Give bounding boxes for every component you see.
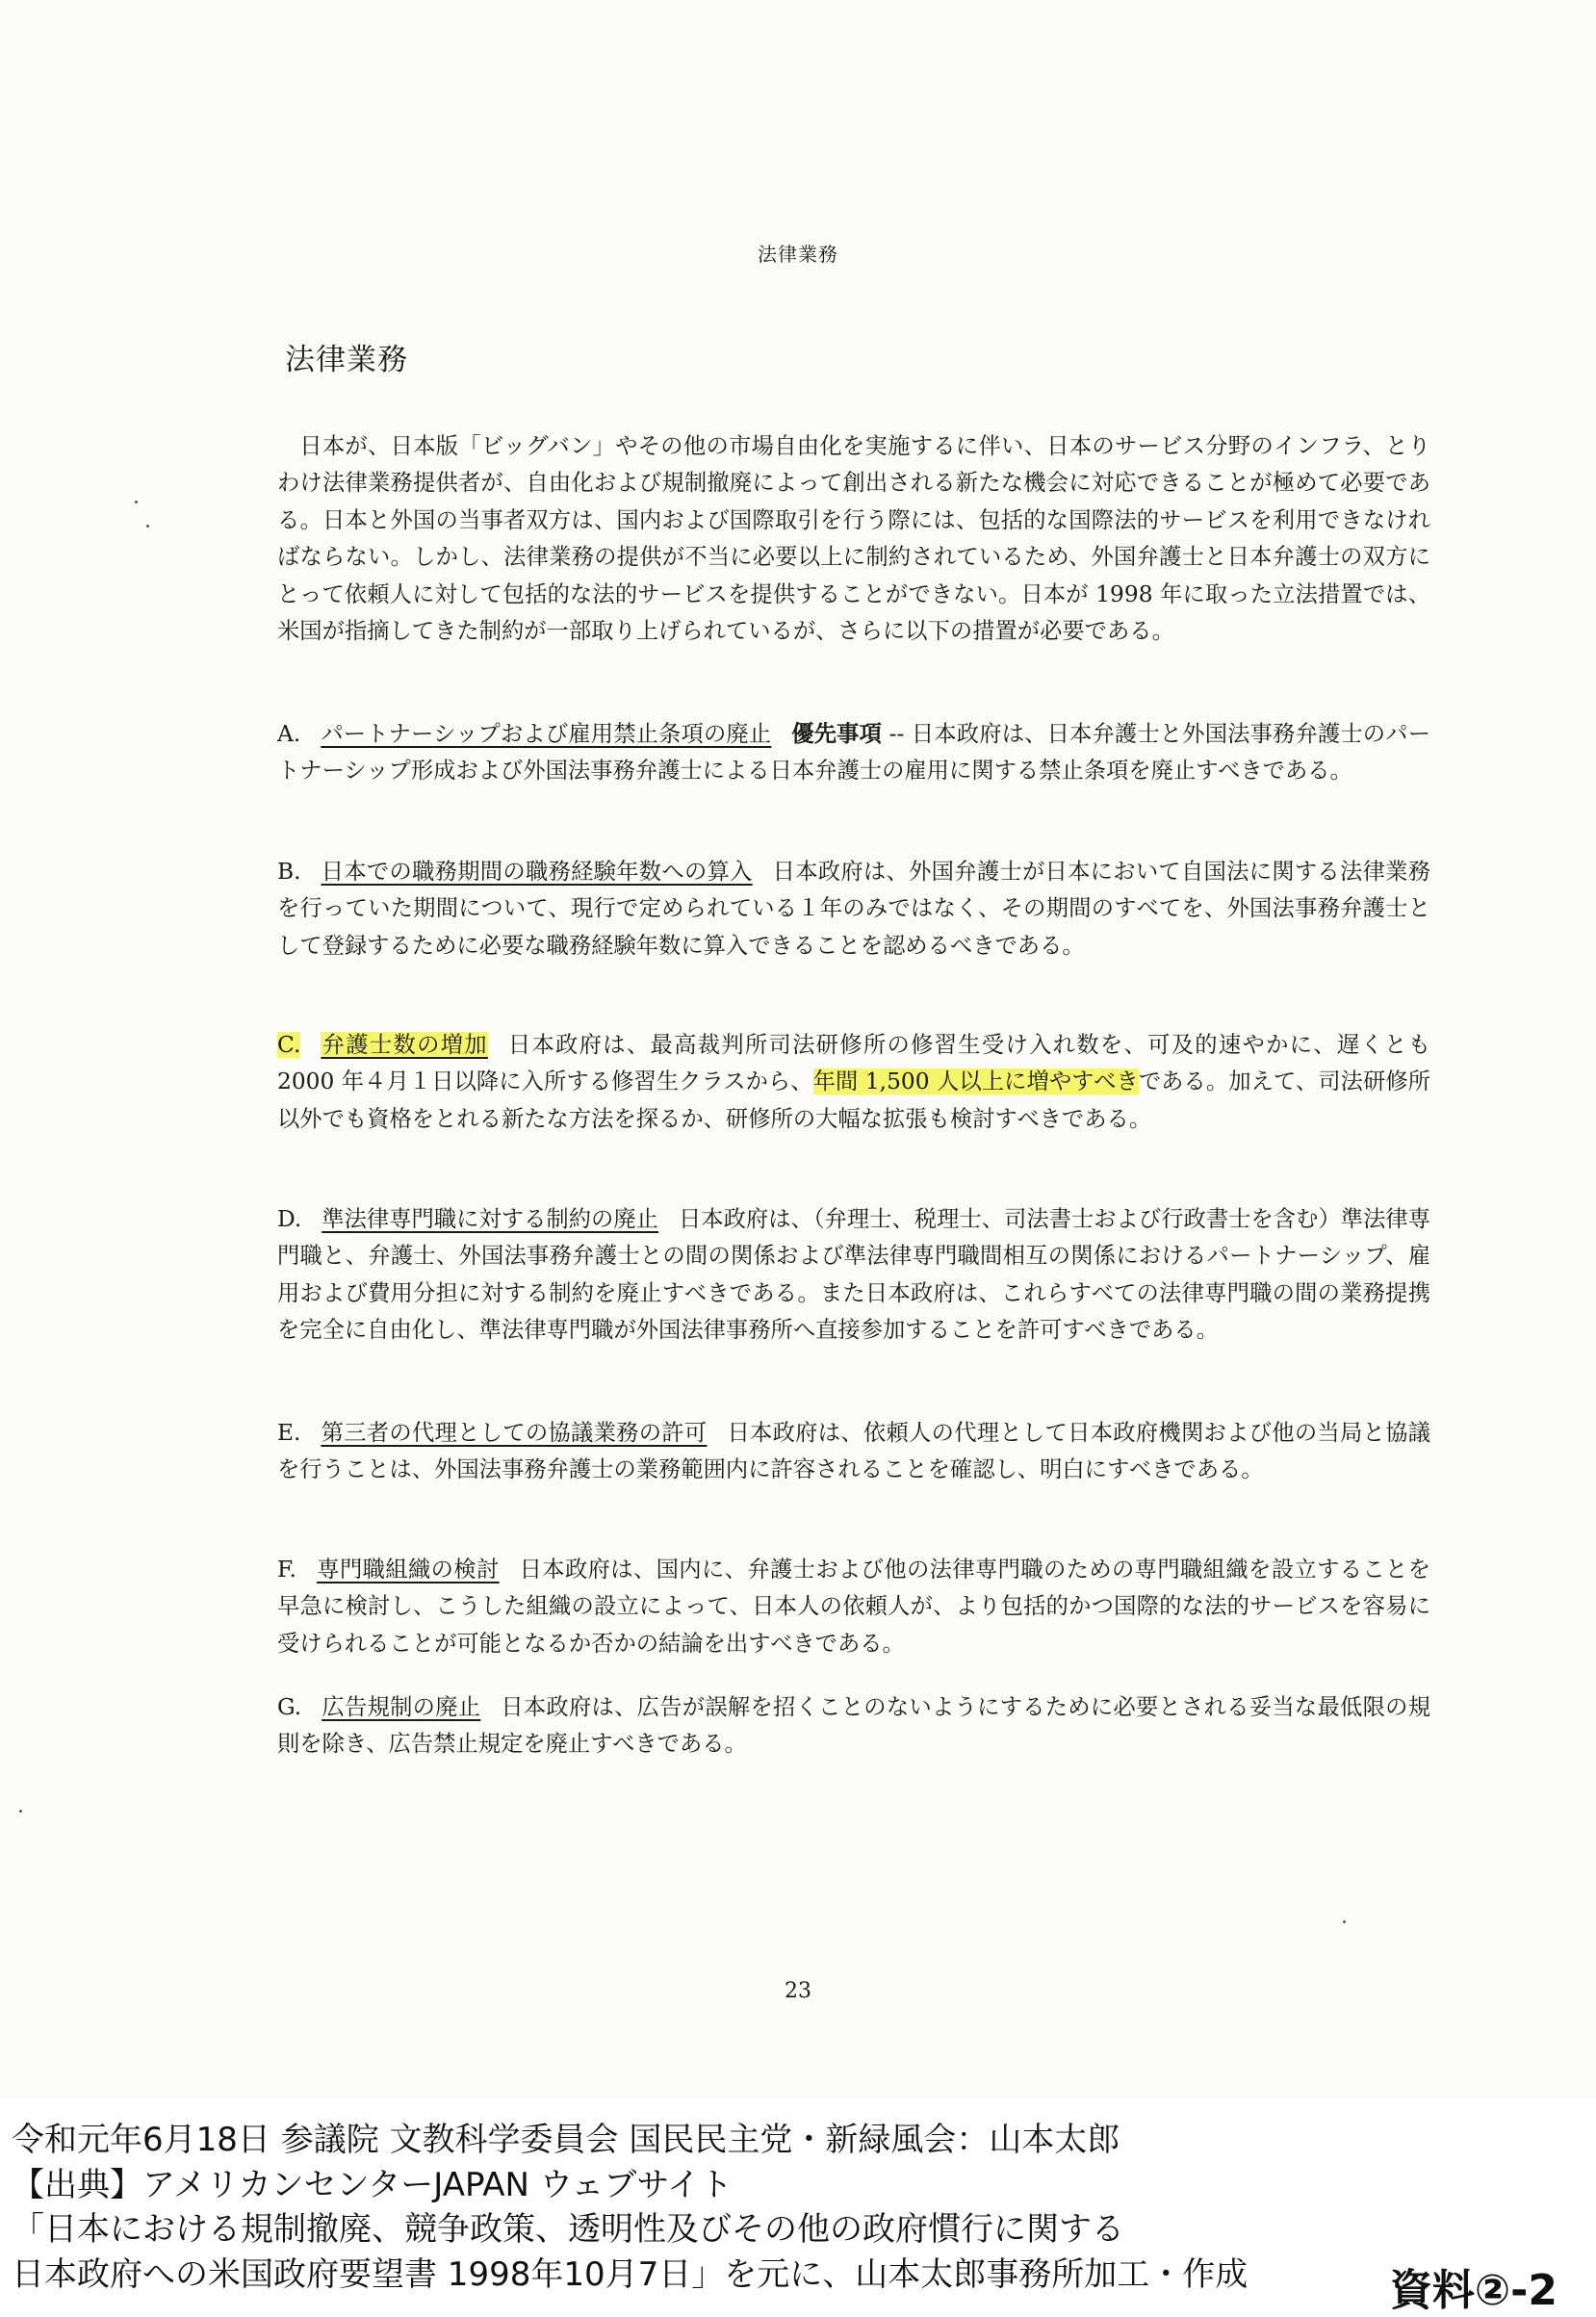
footer-line: 【出典】アメリカンセンターJAPAN ウェブサイト (12, 2165, 734, 2204)
item-body: 日本政府は、依頼人の代理として日本政府機関および他の当局と協議を行うことは、外国法事務弁護士の業務範囲内に許容されることを確認し、明白にすべきである。 (277, 1420, 1431, 1483)
footer-line: 日本政府への米国政府要望書 1998年10月7日」を元に、山本太郎事務所加工・作成 (12, 2254, 1248, 2294)
scan-speck (19, 1810, 22, 1813)
item-letter: F. (277, 1557, 296, 1583)
item-b (277, 854, 1430, 965)
item-e (277, 1415, 1430, 1489)
item-heading: 専門職組織の検討 (316, 1557, 500, 1583)
intro-paragraph: 日本が、日本版「ビッグバン」やその他の市場自由化を実施するに伴い、日本のサービス分野のインフラ、とりわけ法律業務提供者が、自由化および規制撤廃によって創出される新たな機会に対応できることが極めて必要である。日本と外国の当事者双方は、国内および国際取引を行う際には、包括的な国際法的サービスを利用できなければならない。しかし、法律業務の提供が不当に必要以上に制約されているため、外国弁護士と日本弁護士の双方にとって依頼人に対して包括的な法的サービスを提供することができない。日本が 1998 年に取った立法措置では、米国が指摘してきた制約が一部取り上げられているが、さらに以下の措置が必要である。 (277, 433, 1430, 645)
item-body: 日本政府は、外国弁護士が日本において自国法に関する法律業務を行っていた期間について、現行で定められている１年のみではなく、その期間のすべてを、外国法事務弁護士として登録するために必要な職務経験年数に算入できることを認めるべきである。 (277, 859, 1431, 959)
item-heading: 広告規制の廃止 (322, 1694, 481, 1720)
item-letter: E. (277, 1420, 301, 1446)
item-g (277, 1689, 1430, 1763)
item-letter: A. (277, 721, 301, 747)
item-letter: B. (277, 859, 301, 885)
item-heading: 第三者の代理としての協議業務の許可 (321, 1420, 708, 1446)
item-letter: D. (277, 1206, 302, 1232)
item-a (277, 716, 1430, 790)
page-number: 23 (785, 1979, 811, 2003)
item-body: である。加えて、司法研修所以外でも資格をとれる新たな方法を探るか、研修所の大幅な拡張も検討すべきである。 (277, 1068, 1430, 1132)
item-heading: 準法律専門職に対する制約の廃止 (322, 1206, 658, 1232)
section-title: 法律業務 (285, 343, 408, 377)
scan-speck (146, 525, 149, 528)
item-f (277, 1552, 1430, 1662)
priority-label: 優先事項 (791, 721, 883, 747)
item-c (277, 1027, 1430, 1138)
item-body: 日本政府は、広告が誤解を招くことのないようにするために必要とされる妥当な最低限の規則を除き、広告禁止規定を廃止すべきである。 (277, 1694, 1431, 1758)
running-header: 法律業務 (758, 243, 838, 266)
item-body: -- 日本政府は、日本弁護士と外国法事務弁護士のパートナーシップ形成および外国法事務弁護士による日本弁護士の雇用に関する禁止条項を廃止すべきである。 (277, 721, 1430, 785)
footer-line: 令和元年6月18日 参議院 文教科学委員会 国民民主党・新緑風会：山本太郎 (12, 2121, 1120, 2159)
item-heading: パートナーシップおよび雇用禁止条項の廃止 (321, 721, 772, 747)
document-number-badge: 資料②-2 (1389, 2266, 1557, 2315)
item-letter: G. (277, 1694, 302, 1720)
item-body: 日本政府は、（弁理士、税理士、司法書士および行政書士を含む）準法律専門職と、弁護士、外国法事務弁護士との間の関係および準法律専門職間相互の関係におけるパートナーシップ、雇用および費用分担に対する制約を廃止すべきである。また日本政府は、これらすべての法律専門職の間の業務提携を完全に自由化し、準法律専門職が外国法律事務所へ直接参加することを許可すべきである。 (277, 1206, 1430, 1344)
source-footer (12, 2118, 1590, 2297)
highlighted-text: 年間 1,500 人以上に増やすべき (812, 1068, 1139, 1095)
item-letter: C. (277, 1032, 301, 1058)
scan-speck (1343, 1920, 1346, 1923)
item-d (277, 1201, 1430, 1350)
item-body: 日本政府は、国内に、弁護士および他の法律専門職のための専門職組織を設立することを早急に検討し、こうした組織の設立によって、日本人の依頼人が、より包括的かつ国際的な法的サービスを容易に受けられることが可能となるか否かの結論を出すべきである。 (277, 1557, 1431, 1657)
item-body: 日本政府は、最高裁判所司法研修所の修習生受け入れ数を、可及的速やかに、遅くとも 2000 年４月１日以降に入所する修習生クラスから、 (277, 1032, 1431, 1095)
item-heading: 弁護士数の増加 (321, 1032, 488, 1058)
footer-line: 「日本における規制撤廃、競争政策、透明性及びその他の政府慣行に関する (12, 2210, 1124, 2249)
item-heading: 日本での職務期間の職務経験年数への算入 (321, 859, 753, 885)
scan-speck (135, 501, 138, 503)
